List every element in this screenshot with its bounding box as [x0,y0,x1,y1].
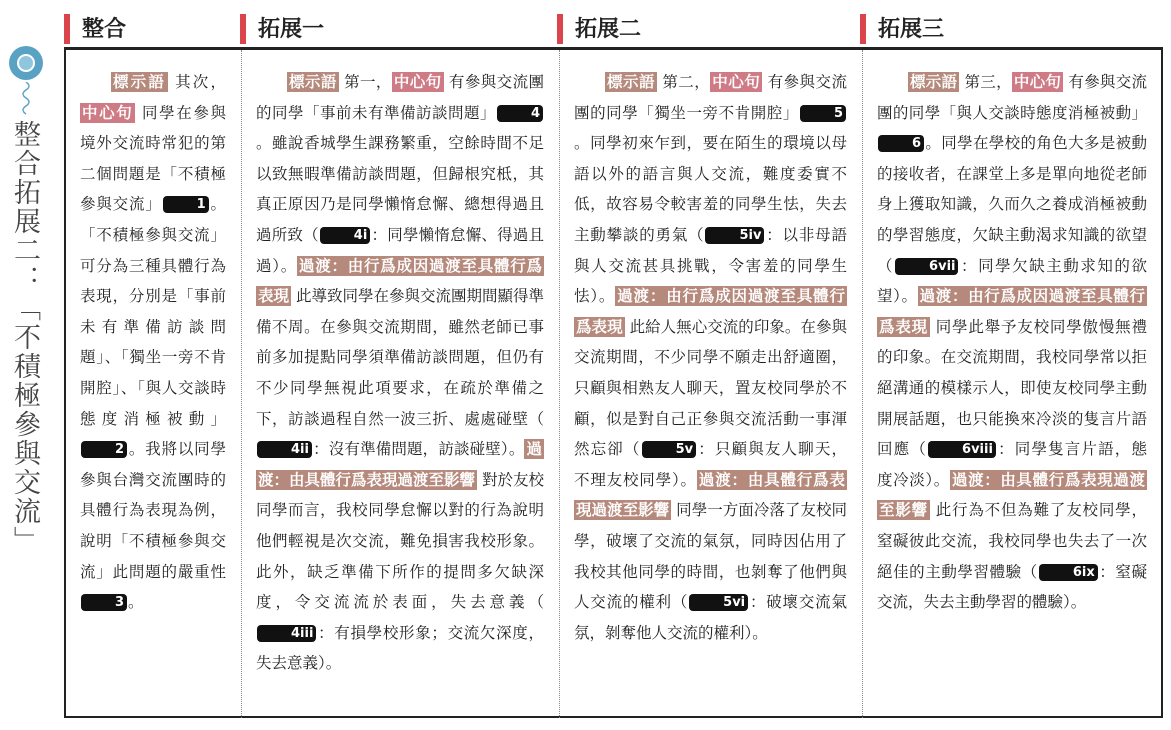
marker-badge: 5v [642,441,697,458]
topic-tag: 標示語 [607,73,655,91]
vertical-section-title: 整合拓展二：「不積極參與交流」 [9,120,40,555]
paragraph [256,67,544,679]
text: 第三， [959,73,1012,91]
marker-badge: 6 [878,135,924,152]
marker-badge: 6vii [895,258,958,275]
marker-badge: 2 [81,441,127,458]
marker-badge: 1 [163,196,209,213]
text: ：破壞交流氣氛，剝奪他人交流的權利）。 [574,593,847,642]
text: 此導致同學在參與交流團期間顯得準備不周。在參與交流期間，雖然老師已事前多加提點同學須準備訪談問題，但仍有不少同學無視此項要求，在疏於準備之下，訪談過程自然一波三折、處處碰壁（ [256,287,544,428]
transition-tag: 過渡：由具體行爲表現過渡至影響 [879,470,1145,520]
text: 其次， [168,73,226,91]
paragraph [877,67,1147,618]
transition-tag: 過渡：由具體行爲表現過渡至影響 [258,440,542,489]
marker-badge: 6viii [928,441,996,458]
central-sentence-tag: 中心句 [82,103,134,122]
central-sentence-tag: 中心句 [1013,73,1062,91]
text: 。 [128,593,144,612]
column-extension-3 [862,50,1161,718]
text: 。同學在學校的角色大多是被動的接收者，在課堂上多是單向地從老師身上獲取知識，久而久之養成消極被動的學習態度，欠缺主動渴求知識的欲望（ [877,134,1147,275]
text: ：有損學校形象；交流欠深度，失去意義）。 [256,623,544,673]
column-integration [66,50,240,718]
header-extension-3: 拓展三 [860,14,944,44]
text: 同學此舉予友校同學傲慢無禮的印象。在交流期間，我校同學常以拒絕溝通的模樣示人，即使友校同學主動開展話題，也只能換來冷淡的隻言片語回應（ [877,317,1147,459]
side-title-bar [0,40,60,640]
transition-tag: 過渡：由具體行爲表現過渡至影響 [576,470,845,520]
central-sentence-tag: 中心句 [712,73,761,91]
paragraph [80,67,226,618]
text: ：只顧與友人聊天，不理友校同學）。 [574,440,847,489]
header-extension-2: 拓展二 [557,14,641,44]
marker-badge: 5 [800,105,846,122]
text: 此行為不但為難了友校同學，窒礙彼此交流，我校同學也失去了一次絕佳的主動學習體驗（ [877,501,1147,581]
text: 同學在參與境外交流時常犯的第二個問題是「不積極參與交流」 [80,103,226,214]
text: 對於友校同學而言，我校同學怠懈以對的行為說明他們輕視是次交流，難免損害我校形象。此外，缺乏準備下所作的提問多欠缺深度，令交流流於表面，失去意義（ [256,470,544,612]
column-header-bar [64,10,1164,46]
transition-tag: 過渡：由行爲成因過渡至具體行爲表現 [879,287,1145,336]
column-extension-2 [559,50,861,718]
text: ：同學懶惰怠懈、得過且過）。 [256,225,544,275]
text: 第二， [656,73,711,91]
marker-badge: 4iii [257,625,316,642]
text: 。「不積極參與交流」可分為三種具體行為表現，分別是「事前未有準備訪談問題」、「獨坐一旁不肯開腔」、「與人交談時態度消極被動」 [80,195,226,428]
text: 。雖說香城學生課務繁重，空餘時間不足以致無暇準備訪談問題，但歸根究柢，其真正原因乃是同學懶惰怠懈、總想得過且過所致（ [256,134,544,244]
marker-badge: 5vi [689,594,748,611]
marker-badge: 4i [320,227,371,244]
text: ：窒礙交流，失去主動學習的體驗）。 [877,562,1147,612]
topic-tag: 標示語 [910,73,958,91]
text: 有參與交流團的同學「事前未有準備訪談問題」 [256,73,544,122]
text: 。我將以同學參與台灣交流團時的具體行為表現為例，說明「不積極參與交流」此問題的嚴重性 [80,440,226,581]
marker-badge: 3 [81,594,127,611]
wavy-line-icon [14,82,38,116]
text: 有參與交流團的同學「獨坐一旁不肯開腔」 [574,73,847,122]
text: 同學一方面冷落了友校同學，破壞了交流的氣氛，同時因佔用了我校其他同學的時間，也剝奪了他們與人交流的權利（ [574,501,847,612]
marker-badge: 5iv [705,227,764,244]
column-extension-1 [241,50,558,718]
text: 。同學初來乍到，要在陌生的環境以母語以外的語言與人交流，難度委實不低，故容易令較害羞的同學生怯，失去主動攀談的勇氣（ [574,134,847,244]
marker-badge: 6ix [1039,564,1098,581]
transition-tag: 過渡：由行爲成因過渡至具體行爲表現 [258,256,542,306]
text: 第一， [338,73,392,91]
paragraph [574,67,847,648]
transition-tag: 過渡：由行爲成因過渡至具體行爲表現 [576,287,845,336]
text: ：沒有準備問題，訪談碰壁）。 [312,440,525,459]
marker-badge: 4 [497,105,543,122]
circle-dot-icon [19,56,33,70]
central-sentence-tag: 中心句 [393,73,442,91]
header-integration: 整合 [64,14,126,44]
text: 此給人無心交流的印象。在參與交流期間，不少同學不願走出舒適圈，只顧與相熟友人聊天，置友校同學於不顧，似是對自己正參與交流活動一事渾然忘卻（ [574,317,847,459]
header-extension-1: 拓展一 [240,14,324,44]
text: ：以非母語與人交流甚具挑戰，令害羞的同學生怯）。 [574,225,847,306]
marker-badge: 4ii [257,441,312,458]
text: 有參與交流團的同學「與人交談時態度消極被動」 [877,73,1147,122]
text: ：同學欠缺主動求知的欲望）。 [877,256,1147,306]
topic-tag: 標示語 [289,73,337,91]
topic-tag: 標示語 [113,73,167,91]
text: ：同學隻言片語，態度冷淡）。 [877,440,1147,489]
